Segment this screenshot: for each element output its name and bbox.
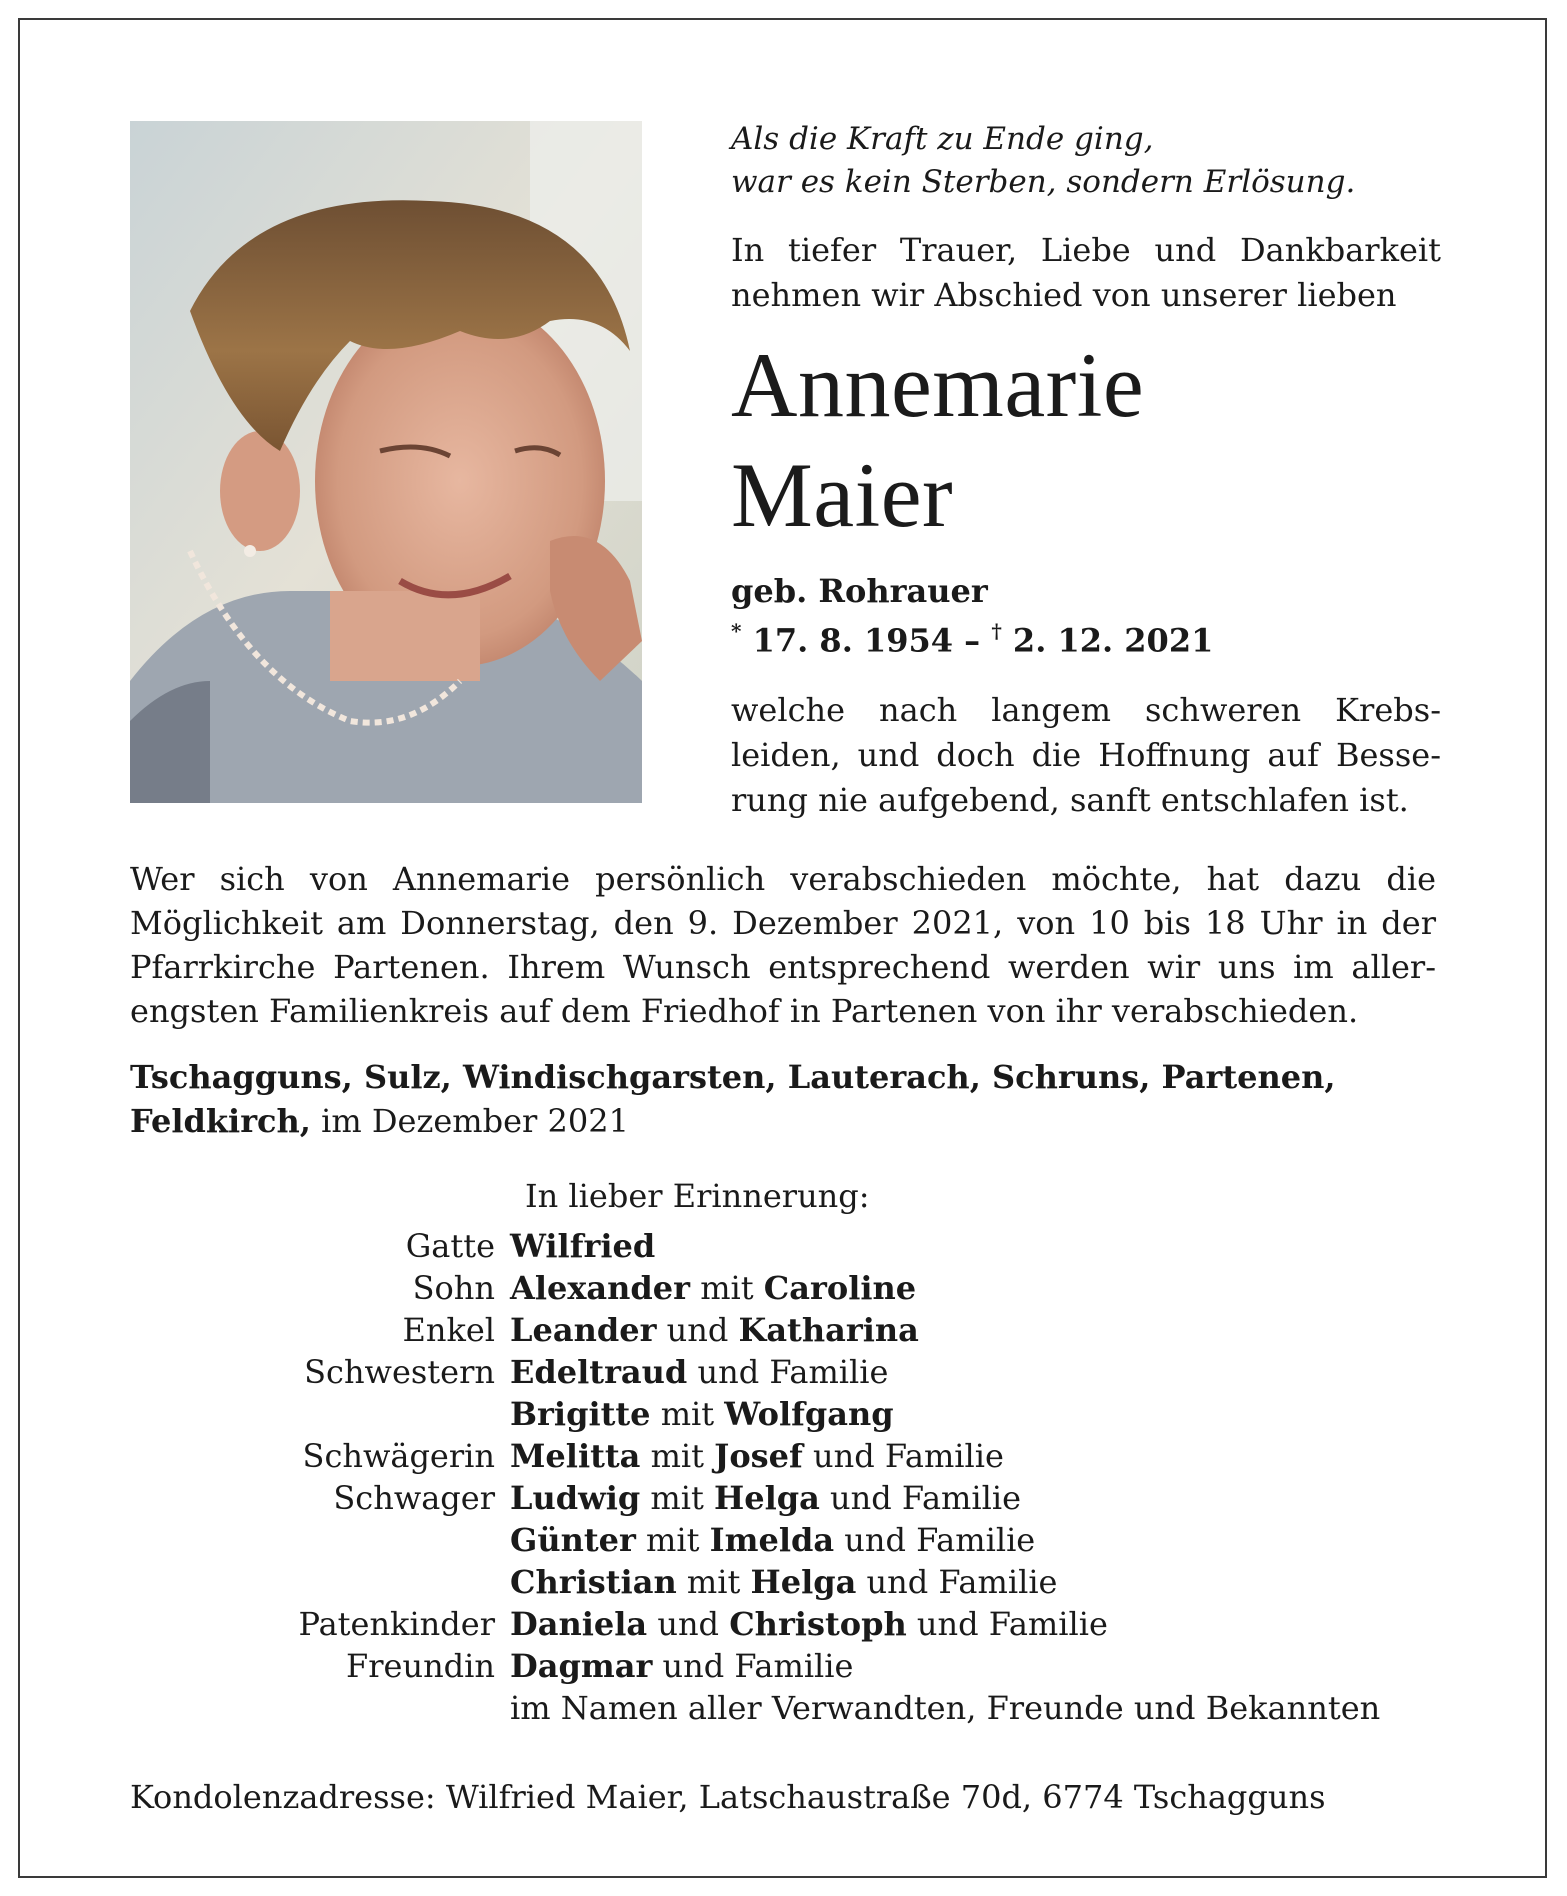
illness-text xyxy=(731,688,1441,823)
birth-symbol: * xyxy=(731,619,742,643)
condolence-address: Kondolenzadresse: Wilfried Maier, Latschaustraße 70d, 6774 Tschagguns xyxy=(130,1778,1326,1816)
last-name: Maier xyxy=(731,444,954,546)
relative-name: Wilfried xyxy=(510,1227,656,1265)
relative-name: Günter xyxy=(510,1521,636,1559)
memory-heading: In lieber Erinnerung: xyxy=(525,1177,870,1215)
connector-text: mit xyxy=(690,1269,764,1307)
family-row xyxy=(130,1645,1450,1687)
relative-names xyxy=(510,1645,1450,1687)
connector-text: und Familie xyxy=(819,1479,1021,1517)
intro-line: In tiefer Trauer, Liebe und Dankbarkeit xyxy=(731,231,1441,269)
relative-names xyxy=(510,1393,1450,1435)
family-row xyxy=(130,1561,1450,1603)
places-list: Tschagguns, Sulz, Windischgarsten, Lauterach, Schruns, Partenen, xyxy=(130,1058,1336,1096)
first-name: Annemarie xyxy=(731,334,1145,436)
connector-text: mit xyxy=(640,1479,714,1517)
portrait-photo xyxy=(130,121,642,803)
relative-names xyxy=(510,1561,1450,1603)
relative-name: Dagmar xyxy=(510,1647,653,1685)
birth-date: 17. 8. 1954 xyxy=(752,621,954,660)
relative-name: Brigitte xyxy=(510,1395,651,1433)
quote xyxy=(731,118,1441,204)
quote-line: Als die Kraft zu Ende ging, xyxy=(731,121,1154,157)
relative-name: Caroline xyxy=(763,1269,917,1307)
birth-name: geb. Rohrauer xyxy=(731,572,988,610)
relative-name: Leander xyxy=(510,1311,657,1349)
connector-text: mit xyxy=(640,1437,715,1475)
family-row xyxy=(130,1267,1450,1309)
relative-name: Imelda xyxy=(709,1521,835,1559)
deceased-name xyxy=(731,330,1441,550)
relative-names xyxy=(510,1351,1450,1393)
relative-name: Wolfgang xyxy=(724,1395,894,1433)
relative-names xyxy=(510,1519,1450,1561)
connector-text: mit xyxy=(676,1563,751,1601)
farewell-line: Wer sich von Annemarie persönlich verabschieden möchte, hat dazu die xyxy=(130,860,1436,898)
family-row xyxy=(130,1393,1450,1435)
family-row xyxy=(130,1309,1450,1351)
farewell-line: Pfarrkirche Partenen. Ihrem Wunsch entsprechend werden wir uns im aller- xyxy=(130,948,1436,986)
relative-name: Christoph xyxy=(729,1605,907,1643)
relation-label: Freundin xyxy=(346,1647,495,1685)
relation-label: Enkel xyxy=(402,1311,495,1349)
connector-text: und Familie xyxy=(834,1521,1036,1559)
relation-label xyxy=(130,1687,510,1729)
connector-text: und Familie xyxy=(802,1437,1004,1475)
relation-label: Patenkinder xyxy=(298,1605,495,1643)
relative-name: Helga xyxy=(714,1479,820,1517)
relative-names xyxy=(510,1687,1450,1729)
illness-line: rung nie aufgebend, sanft entschlafen ist. xyxy=(731,781,1409,819)
family-list xyxy=(130,1225,1450,1729)
life-dates xyxy=(731,612,1441,662)
farewell-line: Möglichkeit am Donnerstag, den 9. Dezember 2021, von 10 bis 18 Uhr in der xyxy=(130,904,1436,942)
relative-name: Josef xyxy=(714,1437,803,1475)
relation-label xyxy=(130,1393,510,1435)
farewell-line: engsten Familienkreis auf dem Friedhof in Partenen von ihr verabschieden. xyxy=(130,992,1359,1030)
relative-names xyxy=(510,1603,1450,1645)
relative-names xyxy=(510,1309,1450,1351)
date-dash: – xyxy=(953,621,992,660)
relation-label xyxy=(130,1519,510,1561)
intro-line: nehmen wir Abschied von unserer lieben xyxy=(731,276,1397,314)
illness-line: leiden, und doch die Hoffnung auf Besse- xyxy=(731,736,1441,774)
relative-name: Christian xyxy=(510,1563,677,1601)
family-row xyxy=(130,1225,1450,1267)
family-row xyxy=(130,1687,1450,1729)
family-row xyxy=(130,1477,1450,1519)
intro-text xyxy=(731,228,1441,318)
places-last: Feldkirch, xyxy=(130,1102,311,1140)
relative-name: Ludwig xyxy=(510,1479,641,1517)
connector-text: im Namen aller Verwandten, Freunde und Bekannten xyxy=(510,1689,1381,1727)
relative-names xyxy=(510,1267,1450,1309)
family-row xyxy=(130,1435,1450,1477)
relation-label: Schwager xyxy=(333,1479,495,1517)
connector-text: mit xyxy=(650,1395,725,1433)
connector-text: und Familie xyxy=(687,1353,889,1391)
notice-date: im Dezember 2021 xyxy=(310,1102,629,1140)
relative-name: Melitta xyxy=(510,1437,641,1475)
relation-label: Sohn xyxy=(412,1269,495,1307)
family-row xyxy=(130,1519,1450,1561)
places-and-date xyxy=(130,1055,1436,1143)
connector-text: und Familie xyxy=(856,1563,1058,1601)
relative-name: Daniela xyxy=(510,1605,648,1643)
relative-names xyxy=(510,1435,1450,1477)
family-row xyxy=(130,1351,1450,1393)
connector-text: und Familie xyxy=(652,1647,854,1685)
relation-label: Schwestern xyxy=(304,1353,495,1391)
relation-label: Gatte xyxy=(405,1227,495,1265)
connector-text: und xyxy=(647,1605,730,1643)
relation-label: Schwägerin xyxy=(302,1437,495,1475)
quote-line: war es kein Sterben, sondern Erlösung. xyxy=(731,164,1356,200)
connector-text: und xyxy=(656,1311,739,1349)
relative-name: Helga xyxy=(750,1563,857,1601)
death-date: 2. 12. 2021 xyxy=(1012,621,1214,660)
illness-line: welche nach langem schweren Krebs- xyxy=(731,691,1441,729)
farewell-paragraph xyxy=(130,857,1436,1033)
relation-label xyxy=(130,1561,510,1603)
family-row xyxy=(130,1603,1450,1645)
connector-text: und Familie xyxy=(906,1605,1108,1643)
relative-name: Katharina xyxy=(738,1311,919,1349)
relative-name: Edeltraud xyxy=(510,1353,688,1391)
death-symbol: † xyxy=(991,619,1002,643)
relative-name: Alexander xyxy=(510,1269,691,1307)
connector-text: mit xyxy=(635,1521,710,1559)
relative-names xyxy=(510,1225,1450,1267)
relative-names xyxy=(510,1477,1450,1519)
